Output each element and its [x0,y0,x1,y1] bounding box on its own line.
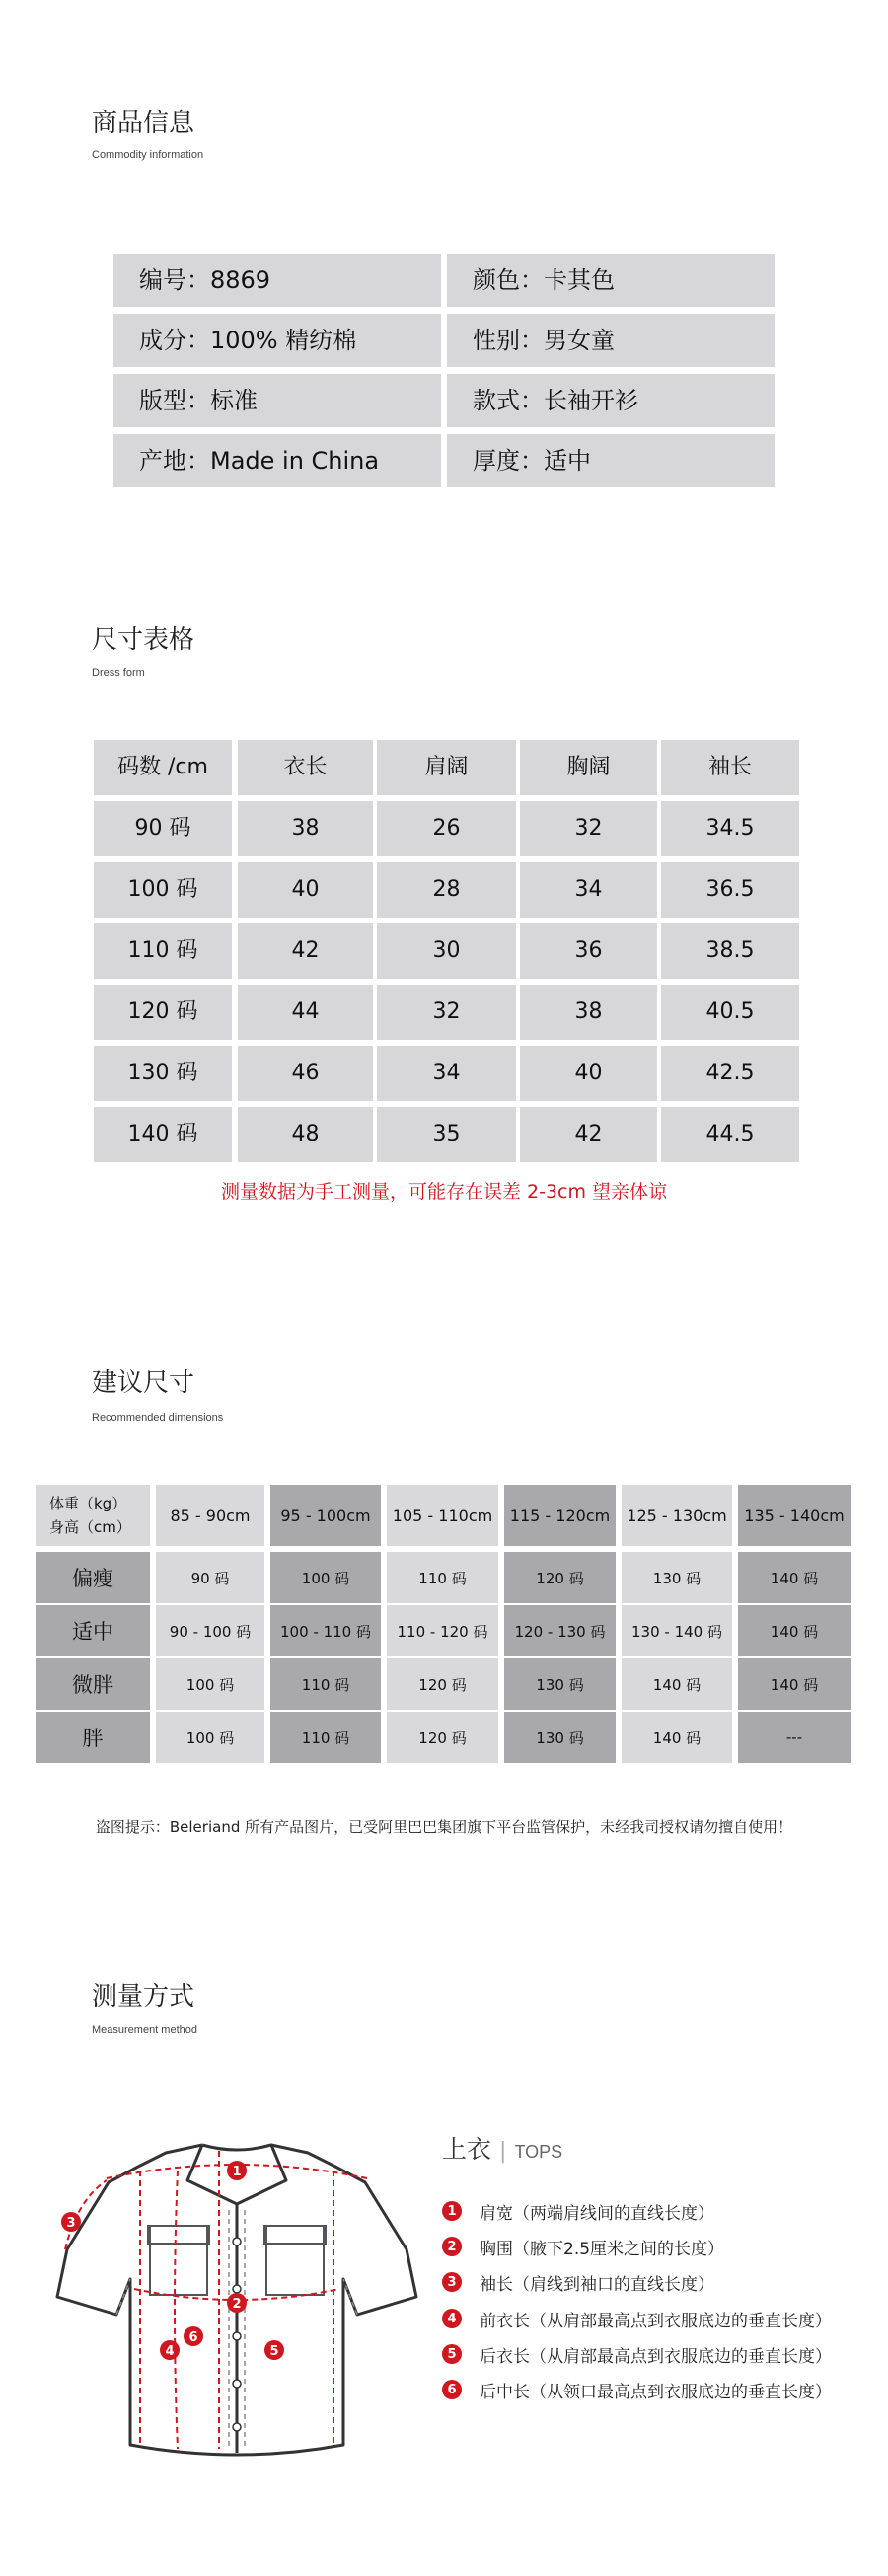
commodity-title: 商品信息 [92,109,195,138]
size-table-cell: 40.5 [661,985,799,1040]
legend-text: 胸围（腋下2.5厘米之间的长度） [480,2239,725,2259]
info-cell: 性别：男女童 [447,314,775,367]
size-table-cell: 40 [238,862,373,918]
size-table-header-cell: 衣长 [238,740,373,795]
size-table-header-cell: 码数 /cm [94,740,232,795]
size-table-cell: 46 [238,1046,373,1101]
rec-cell: 120 码 [387,1658,498,1710]
diagram-dot-4: 4 [165,2344,175,2359]
copyright-notice: 盗图提示：Beleriand 所有产品图片，已受阿里巴巴集团旗下平台监管保护，未经我司授权请勿擅自使用！ [95,1818,793,1836]
info-cell: 编号：8869 [113,254,441,307]
rec-row-label: 适中 [36,1605,150,1656]
size-table-cell: 38 [238,801,373,856]
diagram-dot-2: 2 [232,2297,242,2312]
legend-number-badge: 4 [442,2309,462,2328]
rec-cell: 90 码 [156,1552,264,1603]
rec-cell: 140 码 [738,1552,851,1603]
rec-cell: 130 码 [504,1712,616,1763]
rec-cell: 140 码 [622,1712,732,1763]
rec-row-label: 微胖 [36,1658,150,1710]
rec-cell: 120 - 130 码 [504,1605,616,1656]
rec-cell: 110 码 [387,1552,498,1603]
info-cell: 版型：标准 [113,374,441,427]
legend-text: 肩宽（两端肩线间的直线长度） [480,2203,714,2224]
size-table-cell: 100 码 [94,862,232,918]
size-table-cell: 130 码 [94,1046,232,1101]
legend-number-badge: 3 [442,2272,462,2292]
legend-text: 后中长（从领口最高点到衣服底边的垂直长度） [480,2382,832,2402]
legend-item [442,2269,714,2295]
rec-cell: 100 码 [156,1658,264,1710]
legend-number-badge: 2 [442,2237,462,2256]
recommended-title: 建议尺寸 [92,1368,195,1398]
rec-cell: 100 - 110 码 [270,1605,381,1656]
info-cell: 颜色：卡其色 [447,254,775,307]
legend-number-badge: 5 [442,2344,462,2364]
diagram-dot-5: 5 [269,2344,279,2359]
rec-cell: 140 码 [738,1658,851,1710]
size-table-cell: 44.5 [661,1107,799,1162]
rec-row-label: 胖 [36,1712,150,1763]
size-table-cell: 110 码 [94,923,232,979]
info-cell: 成分：100% 精纺棉 [113,314,441,367]
tops-title: 上衣 [442,2135,492,2164]
size-table-cell: 32 [377,985,516,1040]
diagram-dot-1: 1 [232,2165,242,2179]
rec-corner-weight: 体重（kg） [49,1495,127,1512]
legend-item [442,2234,724,2259]
size-table-cell: 44 [238,985,373,1040]
rec-cell: --- [738,1712,851,1763]
size-table-cell: 32 [520,801,657,856]
rec-header-cell: 95 - 100cm [270,1485,381,1546]
size-table-subtitle: Dress form [92,667,145,679]
legend-text: 前衣长（从肩部最高点到衣服底边的垂直长度） [480,2311,832,2331]
shirt-diagram [49,2131,424,2476]
tops-subtitle: TOPS [514,2142,563,2162]
rec-header-cell: 125 - 130cm [622,1485,732,1546]
legend-item [442,2377,832,2402]
rec-header-cell: 135 - 140cm [738,1485,851,1546]
info-cell: 厚度：适中 [447,434,775,487]
tops-divider: | [499,2139,507,2164]
size-table-cell: 42 [238,923,373,979]
recommended-subtitle: Recommended dimensions [92,1412,224,1424]
tops-heading [442,2130,562,2166]
size-table-cell: 28 [377,862,516,918]
rec-cell: 100 码 [156,1712,264,1763]
rec-cell: 90 - 100 码 [156,1605,264,1656]
diagram-dot-3: 3 [66,2216,76,2231]
size-table-title: 尺寸表格 [92,626,195,655]
info-cell: 产地：Made in China [113,434,441,487]
rec-cell: 130 - 140 码 [622,1605,732,1656]
rec-cell: 130 码 [504,1658,616,1710]
legend-item [442,2198,714,2224]
rec-cell: 120 码 [387,1712,498,1763]
rec-cell: 140 码 [738,1605,851,1656]
legend-text: 后衣长（从肩部最高点到衣服底边的垂直长度） [480,2346,832,2367]
info-cell: 款式：长袖开衫 [447,374,775,427]
measurement-title: 测量方式 [92,1982,195,2012]
diagram-dot-6: 6 [188,2330,198,2345]
legend-text: 袖长（肩线到袖口的直线长度） [480,2274,714,2295]
size-table-cell: 38 [520,985,657,1040]
size-table-cell: 120 码 [94,985,232,1040]
legend-number-badge: 1 [442,2201,462,2221]
rec-header-cell: 105 - 110cm [387,1485,498,1546]
rec-cell: 110 - 120 码 [387,1605,498,1656]
size-table-cell: 90 码 [94,801,232,856]
rec-row-label: 偏瘦 [36,1552,150,1603]
size-table-cell: 30 [377,923,516,979]
size-table-cell: 34 [377,1046,516,1101]
size-table-header-cell: 肩阔 [377,740,516,795]
rec-header-cell: 85 - 90cm [156,1485,264,1546]
size-table-header-cell: 胸阔 [520,740,657,795]
rec-cell: 110 码 [270,1712,381,1763]
rec-corner-header [36,1485,150,1546]
commodity-subtitle: Commodity information [92,149,204,161]
size-table-cell: 40 [520,1046,657,1101]
size-table-cell: 140 码 [94,1107,232,1162]
rec-cell: 120 码 [504,1552,616,1603]
measurement-subtitle: Measurement method [92,2024,197,2036]
size-table-cell: 38.5 [661,923,799,979]
size-table-cell: 36.5 [661,862,799,918]
legend-item [442,2306,832,2331]
rec-corner-height: 身高（cm） [49,1518,131,1536]
size-note: 测量数据为手工测量，可能存在误差 2-3cm 望亲体谅 [220,1181,668,1203]
rec-cell: 100 码 [270,1552,381,1603]
legend-item [442,2341,832,2367]
size-table-cell: 36 [520,923,657,979]
rec-cell: 130 码 [622,1552,732,1603]
rec-cell: 140 码 [622,1658,732,1710]
size-table-cell: 34.5 [661,801,799,856]
size-table-cell: 34 [520,862,657,918]
size-table-cell: 48 [238,1107,373,1162]
size-table-cell: 26 [377,801,516,856]
legend-number-badge: 6 [442,2380,462,2399]
size-table-cell: 42.5 [661,1046,799,1101]
size-table-header-cell: 袖长 [661,740,799,795]
size-table-cell: 42 [520,1107,657,1162]
rec-header-cell: 115 - 120cm [504,1485,616,1546]
rec-cell: 110 码 [270,1658,381,1710]
size-table-cell: 35 [377,1107,516,1162]
